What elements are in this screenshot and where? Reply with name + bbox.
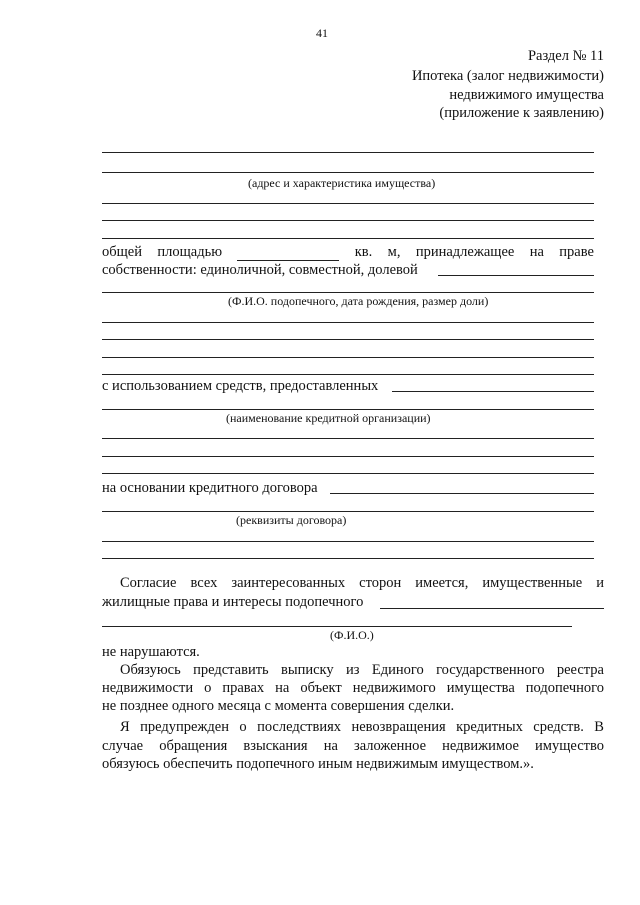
ward-field-line-3[interactable]	[102, 339, 594, 340]
warning-word: В	[594, 719, 604, 735]
header-title-line2: недвижимого имущества	[449, 87, 604, 103]
obligation-word: государственного	[436, 662, 545, 678]
area-word-3: кв.	[354, 244, 373, 260]
consent-line-1	[120, 574, 604, 592]
address-field-line-1[interactable]	[102, 152, 594, 153]
obligation-word: объект	[300, 680, 342, 696]
warning-word: взыскания	[243, 738, 308, 754]
bank-field-line-4[interactable]	[102, 473, 594, 474]
obligation-word: недвижимости	[102, 680, 194, 696]
warning-word: невозвращения	[351, 719, 446, 735]
area-word-4: м,	[387, 244, 401, 260]
area-line	[102, 243, 594, 261]
ownership-field[interactable]	[438, 275, 594, 276]
obligation-word: имущества	[446, 680, 515, 696]
obligation-word: из	[346, 662, 360, 678]
header-title-line3: (приложение к заявлению)	[439, 105, 604, 121]
bank-field-line-1[interactable]	[102, 409, 594, 410]
bank-caption: (наименование кредитной организации)	[226, 411, 431, 425]
ownership-label: собственности: единоличной, совместной, долевой	[102, 262, 418, 278]
warning-word: на	[323, 738, 338, 754]
warning-word: случае	[102, 738, 144, 754]
obligation-word: реестра	[556, 662, 604, 678]
area-word-1: общей	[102, 244, 142, 260]
area-field[interactable]	[237, 243, 339, 261]
address-field-line-3[interactable]	[102, 203, 594, 204]
consent-word: имеется,	[415, 575, 469, 591]
obligation-word: выписку	[281, 662, 334, 678]
obligation-word: о	[204, 680, 212, 696]
obligation-line-2	[102, 679, 604, 697]
section-title: Раздел № 11	[527, 48, 604, 64]
consent-word: и	[596, 575, 604, 591]
warning-line-3: обязуюсь обеспечить подопечного иным недвижимым имуществом.».	[102, 756, 534, 772]
bank-field-line-2[interactable]	[102, 438, 594, 439]
address-field-line-2[interactable]	[102, 172, 594, 173]
contract-label: на основании кредитного договора	[102, 480, 318, 496]
area-word-6: на	[529, 244, 544, 260]
warning-word: предупрежден	[140, 719, 229, 735]
funds-label: с использованием средств, предоставленных	[102, 378, 379, 394]
address-field-line-5[interactable]	[102, 238, 594, 239]
ward-field-line-2[interactable]	[102, 322, 594, 323]
consent-word: сторон	[359, 575, 402, 591]
contract-field-line-2[interactable]	[102, 541, 594, 542]
contract-field[interactable]	[330, 493, 594, 494]
ward-field-line-4[interactable]	[102, 357, 594, 358]
consent-word: заинтересованных	[231, 575, 346, 591]
warning-word: заложенное	[353, 738, 427, 754]
funds-field[interactable]	[392, 391, 594, 392]
warning-line-1	[120, 718, 604, 736]
warning-word: кредитных	[456, 719, 523, 735]
obligation-word: представить	[193, 662, 269, 678]
address-field-line-4[interactable]	[102, 220, 594, 221]
consent-line-2: жилищные права и интересы подопечного	[102, 594, 364, 610]
obligation-word: правах	[222, 680, 265, 696]
obligation-line-3: не позднее одного месяца с момента совершения сделки.	[102, 698, 455, 714]
bank-field-line-3[interactable]	[102, 456, 594, 457]
page-number: 41	[316, 26, 328, 40]
ward-fio-field[interactable]	[380, 608, 604, 609]
area-word-2: площадью	[157, 244, 223, 260]
warning-word: о	[239, 719, 247, 735]
obligation-word: на	[275, 680, 290, 696]
warning-line-2	[102, 737, 604, 755]
warning-word: средств.	[533, 719, 584, 735]
ward-fio-field-line-2[interactable]	[102, 626, 572, 627]
consent-word: Согласие	[120, 575, 177, 591]
warning-word: недвижимое	[442, 738, 519, 754]
consent-line-3: не нарушаются.	[102, 644, 200, 660]
obligation-word: Единого	[371, 662, 424, 678]
contract-field-line-1[interactable]	[102, 511, 594, 512]
warning-word: Я	[120, 719, 130, 735]
obligation-line-1	[120, 661, 604, 679]
header-title-line1: Ипотека (залог недвижимости)	[411, 68, 604, 84]
fio-caption: (Ф.И.О.)	[330, 628, 374, 642]
warning-word: имущество	[535, 738, 604, 754]
area-word-5: принадлежащее	[415, 244, 515, 260]
warning-word: обращения	[159, 738, 228, 754]
obligation-word: недвижимого	[352, 680, 436, 696]
address-caption: (адрес и характеристика имущества)	[248, 176, 436, 190]
ward-field-line-5[interactable]	[102, 374, 594, 375]
consent-word: всех	[190, 575, 218, 591]
ward-caption: (Ф.И.О. подопечного, дата рождения, размер доли)	[228, 294, 489, 308]
consent-word: имущественные	[482, 575, 583, 591]
obligation-word: подопечного	[525, 680, 604, 696]
contract-caption: (реквизиты договора)	[236, 513, 347, 527]
warning-word: последствиях	[257, 719, 342, 735]
area-word-7: праве	[559, 244, 594, 260]
obligation-word: Обязуюсь	[120, 662, 181, 678]
contract-field-line-3[interactable]	[102, 558, 594, 559]
ward-field-line-1[interactable]	[102, 292, 594, 293]
